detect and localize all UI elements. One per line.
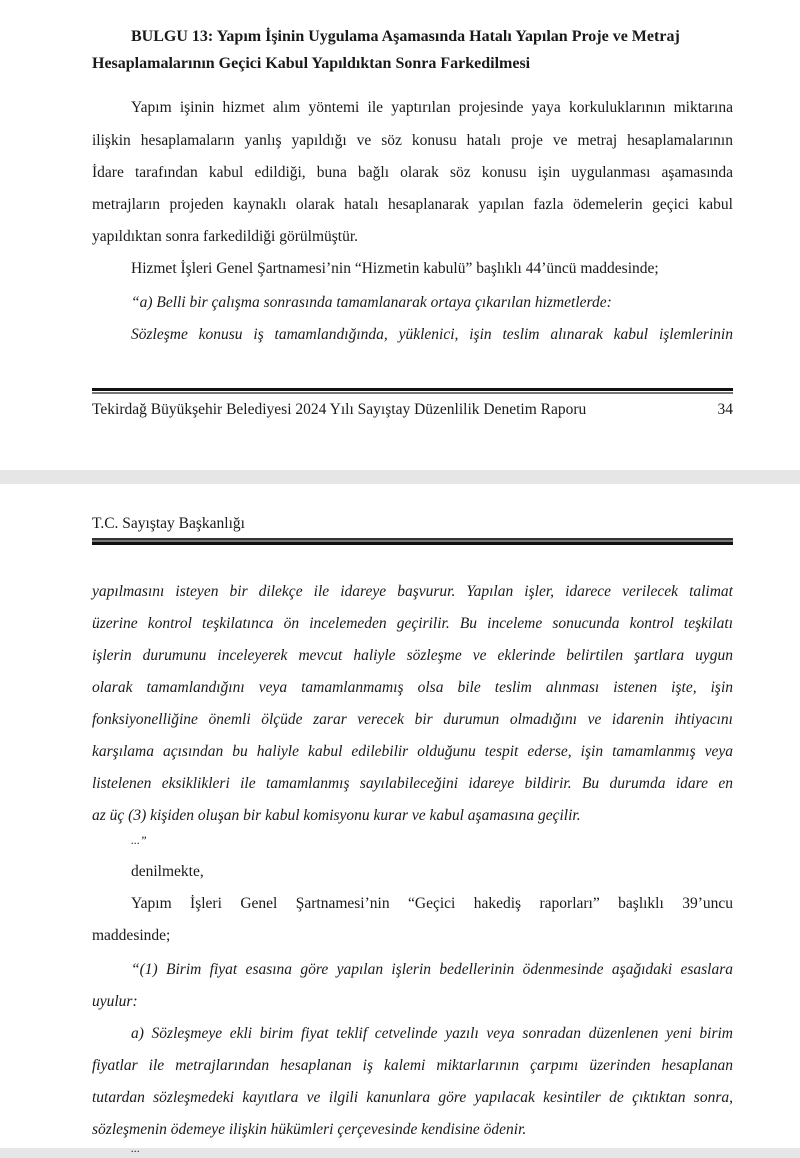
paragraph-line: İdare tarafından kabul edildiği, buna bağlı olarak söz konusu işin uygulanması aşamasında (92, 164, 733, 181)
quote-line: olarak tamamlandığını veya tamamlanmamış olsa bile teslim alınması istenen işte, işin (92, 679, 733, 696)
paragraph-line: ilişkin hesaplamaların yanlış yapıldığı ve söz konusu hatalı proje ve metraj hesaplamalarının (92, 132, 733, 149)
quote-line: “a) Belli bir çalışma sonrasında tamamlanarak ortaya çıkarılan hizmetlerde: (131, 294, 612, 311)
header-rule (92, 538, 733, 545)
quote-item-a-line: fiyatlar ile metrajlarından hesaplanan iş kalemi miktarlarının çarpımı üzerinden hesaplanan (92, 1057, 733, 1074)
finding-heading-line-2: Hesaplamalarının Geçici Kabul Yapıldıktan Sonra Farkedilmesi (92, 55, 531, 72)
quote-line: üzerine kontrol teşkilatınca ön incelemeden geçirilir. Bu inceleme sonucunda kontrol teşkilatı (92, 615, 733, 632)
header-institution: T.C. Sayıştay Başkanlığı (92, 515, 245, 532)
document-page-34 (0, 0, 800, 470)
quote-line: yapılmasını isteyen bir dilekçe ile idareye başvurur. Yapılan işler, idarece verilecek talimat (92, 583, 733, 600)
quote-line: “(1) Birim fiyat esasına göre yapılan işlerin bedellerinin ödenmesinde aşağıdaki esaslara (131, 961, 733, 978)
paragraph-line: Yapım işinin hizmet alım yöntemi ile yaptırılan projesinde yaya korkuluklarının miktarına (131, 99, 733, 116)
regulation-reference: maddesinde; (92, 927, 171, 944)
quote-line: az üç (3) kişiden oluşan bir kabul komisyonu kurar ve kabul aşamasına geçilir. (92, 807, 581, 824)
footer-rule (92, 388, 733, 394)
footer-report-title: Tekirdağ Büyükşehir Belediyesi 2024 Yılı Sayıştay Düzenlilik Denetim Raporu (92, 401, 587, 418)
quote-line: listelenen eksiklikleri ile tamamlanmış sayılabileceğini idareye bildirir. Bu durumda idare en (92, 775, 733, 792)
quote-line: fonksiyonelliğine önemli ölçüde zarar verecek bir durumun olmadığını ve idarenin ihtiyacını (92, 711, 733, 728)
quote-ellipsis-close: ...” (131, 833, 147, 847)
page-number: 34 (717, 401, 733, 418)
paragraph-line: yapıldıktan sonra farkedildiği görülmüştür. (92, 228, 359, 245)
regulation-reference: Yapım İşleri Genel Şartnamesi’nin “Geçici hakediş raporları” başlıklı 39’uncu (131, 895, 733, 912)
quote-item-a-line: tutardan sözleşmedeki kayıtlara ve ilgili kanunlara göre yapılacak kesintiler de çıktıktan sonra, (92, 1089, 733, 1106)
paragraph-line: metrajların projeden kaynaklı olarak hatalı hesaplanarak yapılan fazla ödemelerin geçici kabul (92, 196, 733, 213)
denilmekte-text: denilmekte, (131, 863, 204, 880)
quote-line: uyulur: (92, 993, 138, 1010)
quote-line: Sözleşme konusu iş tamamlandığında, yüklenici, işin teslim alınarak kabul işlemlerinin (131, 326, 733, 343)
quote-line: işlerin durumunu inceleyerek mevcut haliyle sözleşme ve eklerinde belirtilen şartlara uygun (92, 647, 733, 664)
regulation-reference: Hizmet İşleri Genel Şartnamesi’nin “Hizmetin kabulü” başlıklı 44’üncü maddesinde; (131, 260, 659, 277)
quote-item-a-line: a) Sözleşmeye ekli birim fiyat teklif cetvelinde yazılı veya sonradan düzenlenen yeni birim (131, 1025, 733, 1042)
quote-ellipsis-end: ... (131, 1141, 140, 1155)
quote-item-a-line: sözleşmenin ödemeye ilişkin hükümleri çerçevesinde kendisine ödenir. (92, 1121, 527, 1138)
finding-heading-line-1: BULGU 13: Yapım İşinin Uygulama Aşamasında Hatalı Yapılan Proje ve Metraj (131, 28, 680, 45)
quote-line: karşılama açısından bu haliyle kabul edilebilir olduğunu tespit ederse, işin tamamlanmış veya (92, 743, 733, 760)
